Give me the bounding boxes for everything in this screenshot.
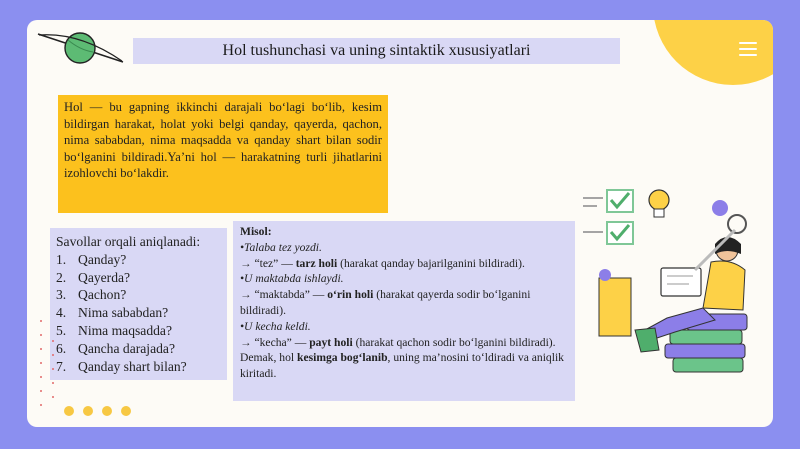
example-explanation: → “maktabda” — o‘rin holi (harakat qayerda sodir bo‘lganini bildiradi). bbox=[240, 288, 531, 317]
questions-list bbox=[56, 251, 221, 376]
dots-decoration bbox=[52, 340, 54, 410]
page-title: Hol tushunchasi va uning sintaktik xususiyatlari bbox=[133, 38, 620, 64]
definition-box: Hol — bu gapning ikkinchi darajali bo‘lagi bo‘lib, kesim bildirgan harakat, holat yoki belgi qanday, qayerda, qachon, nima sababdan, nima maqsadda va qanday shart bilan sodir bo‘lganini bildiradi.Ya’ni hol — harakatning turli jihatlarini izohlovchi bo‘lakdir. bbox=[58, 95, 388, 213]
list-item: 3. Qachon? bbox=[56, 287, 127, 303]
list-item: 2. Qayerda? bbox=[56, 269, 131, 285]
example-heading: Misol: bbox=[240, 225, 272, 238]
list-item: 1. Qanday? bbox=[56, 251, 127, 267]
gold-dots-decoration bbox=[64, 406, 131, 416]
example-sentence: •Talaba tez yozdi. bbox=[240, 240, 322, 254]
list-item: 7. Qanday shart bilan? bbox=[56, 358, 187, 374]
example-explanation: → “tez” — tarz holi (harakat qanday bajarilganini bildiradi). bbox=[240, 256, 525, 270]
slide bbox=[27, 20, 773, 427]
list-item: 4. Nima sababdan? bbox=[56, 305, 169, 321]
example-explanation: → “kecha” — payt holi (harakat qachon sodir bo‘lganini bildiradi). bbox=[240, 335, 556, 349]
dots-decoration bbox=[40, 320, 42, 418]
planet-icon bbox=[35, 26, 125, 70]
questions-box bbox=[50, 228, 227, 380]
example-sentence: •U maktabda ishlaydi. bbox=[240, 272, 344, 286]
list-item: 5. Nima maqsadda? bbox=[56, 322, 172, 338]
menu-icon[interactable] bbox=[739, 42, 757, 60]
list-item: 6. Qancha darajada? bbox=[56, 340, 175, 356]
example-box bbox=[233, 221, 575, 401]
questions-heading: Savollar orqali aniqlanadi: bbox=[56, 234, 201, 249]
example-conclusion: Demak, hol kesimga bog‘lanib, uning ma’nosini to‘ldiradi va aniqlik kiritadi. bbox=[240, 351, 564, 381]
student-illustration bbox=[575, 180, 773, 380]
example-sentence: •U kecha keldi. bbox=[240, 319, 311, 333]
